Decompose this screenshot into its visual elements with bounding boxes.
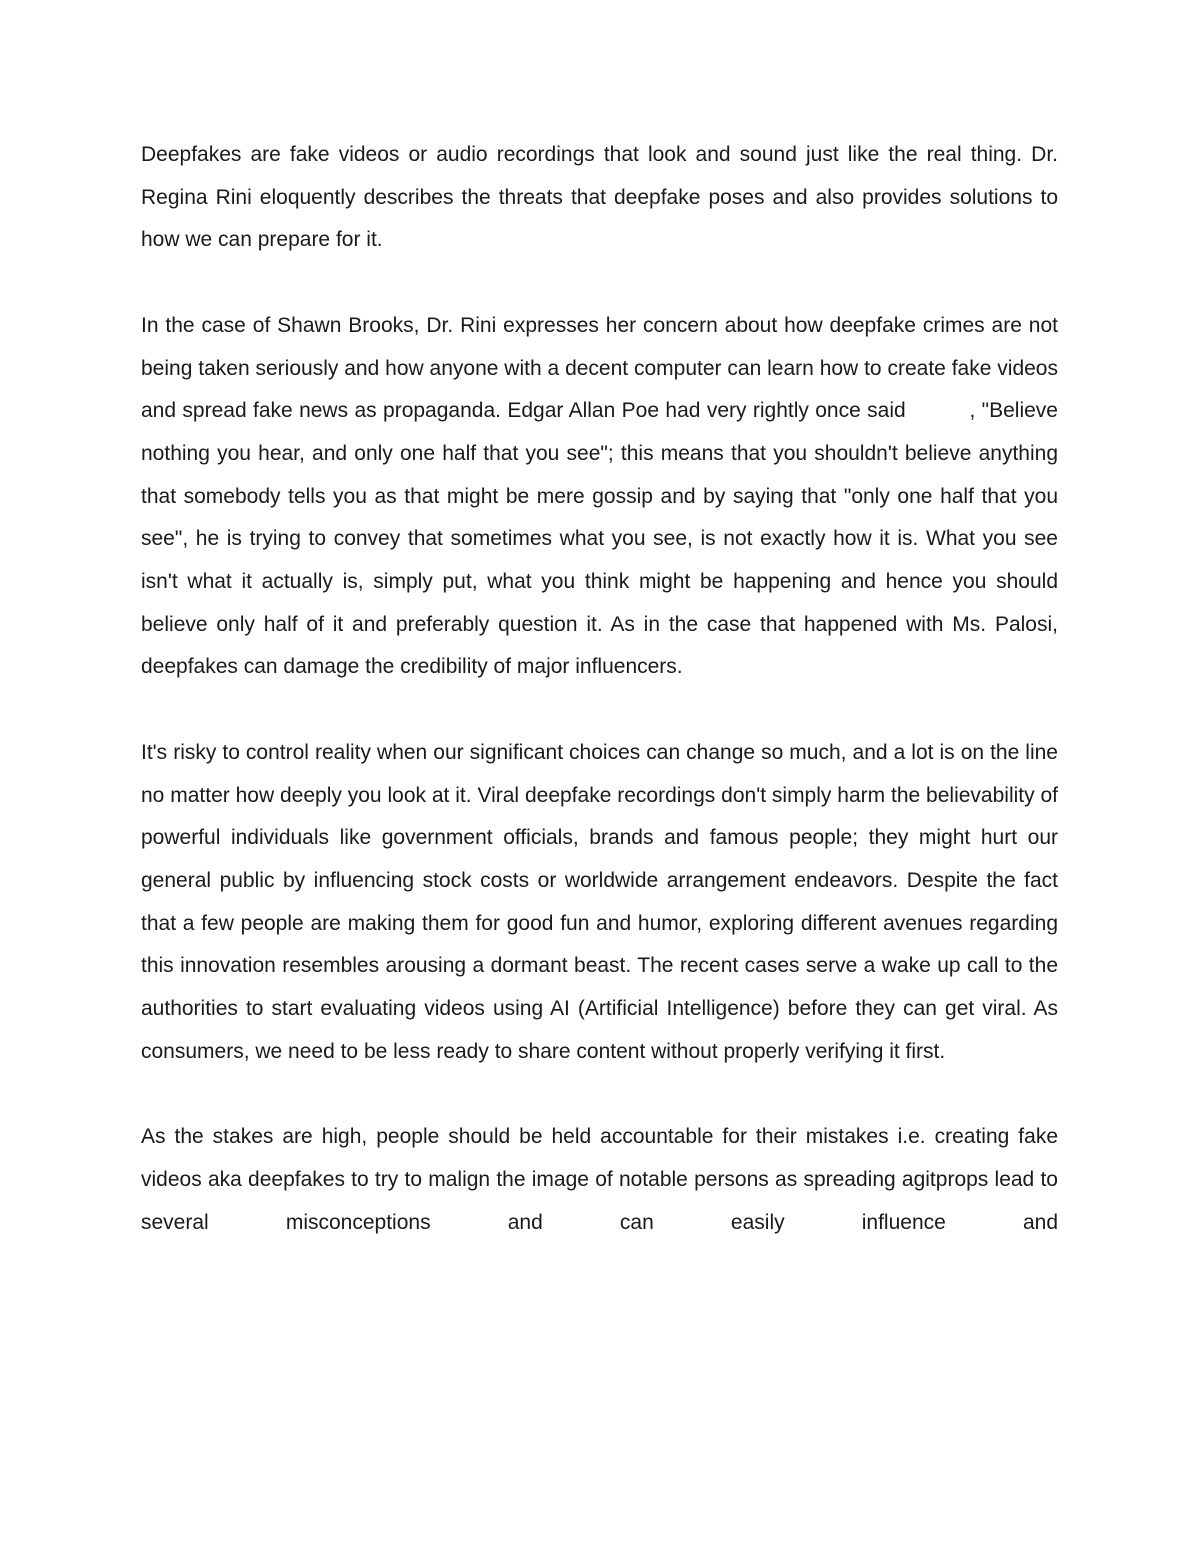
paragraph-1: Deepfakes are fake videos or audio recordings that look and sound just like the real thing. Dr. Regina Rini eloquently describes the threats that deepfake poses and also provides solutions to how we can prepare for it. bbox=[141, 143, 1058, 252]
paragraph-2: In the case of Shawn Brooks, Dr. Rini expresses her concern about how deepfake crimes are not being taken seriously and how anyone with a decent computer can learn how to create fake videos and spread fake news as propaganda. Edgar Allan Poe had very rightly once said , "Believe nothing you hear, and only one half that you see"; this means that you shouldn't believe anything that somebody tells you as that might be mere gossip and by saying that "only one half that you see", he is trying to convey that sometimes what you see, is not exactly how it is. What you see isn't what it actually is, simply put, what you think might be happening and hence you should believe only half of it and preferably question it. As in the case that happened with Ms. Palosi, deepfakes can damage the credibility of major influencers. bbox=[141, 313, 1064, 679]
paragraph-4: As the stakes are high, people should be held accountable for their mistakes i.e. creating fake videos aka deepfakes to try to malign the image of notable persons as spreading agitprops lead to several misconceptions and can easily influence and bbox=[141, 1125, 1058, 1234]
document-body bbox=[141, 134, 1064, 1287]
paragraph-3: It's risky to control reality when our significant choices can change so much, and a lot is on the line no matter how deeply you look at it. Viral deepfake recordings don't simply harm the believability of powerful individuals like government officials, brands and famous people; they might hurt our general public by influencing stock costs or worldwide arrangement endeavors. Despite the fact that a few people are making them for good fun and humor, exploring different avenues regarding this innovation resembles arousing a dormant beast. The recent cases serve a wake up call to the authorities to start evaluating videos using AI (Artificial Intelligence) before they can get viral. As consumers, we need to be less ready to share content without properly verifying it first. bbox=[141, 740, 1058, 1063]
